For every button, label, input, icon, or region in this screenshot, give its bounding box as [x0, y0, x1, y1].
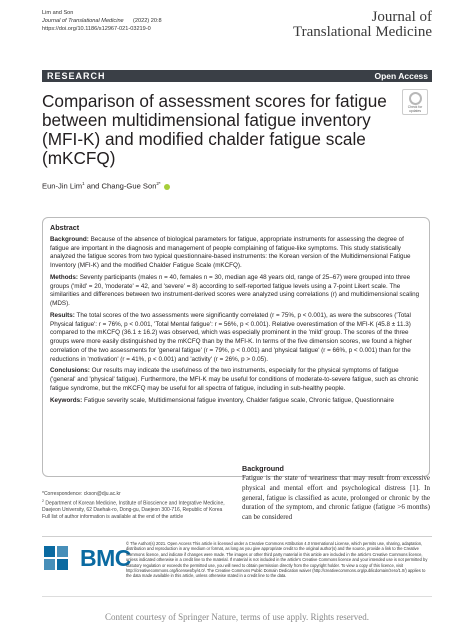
article-type-banner — [42, 70, 432, 82]
full-author-info-note: Full list of author information is available at the end of the article — [42, 513, 184, 520]
affiliation-number: 2 — [42, 498, 44, 503]
authors-short: Lim and Son — [42, 10, 74, 16]
journal-name-line2: Translational Medicine — [292, 23, 432, 40]
conclusions-text: Our results may indicate the usefulness of the two instruments, especially for the physical symptoms of fatigue ('general' and 'physical' fatigue). Furthermore, the MFI-K may be useful for conditions of moderate-to-severe fatigue, such as chronic fatigue syndrome, but the mKCFQ may be useful for all spectra of fatigue, including in sub-healthy people. — [50, 367, 419, 392]
article-title: Comparison of assessment scores for fatigue between multidimensional fatigue inventory (MFI-K) and modified chalder fatigue scale (mKCFQ) — [42, 91, 387, 168]
abstract-keywords — [50, 397, 422, 406]
keywords-text: Fatigue severity scale, Multidimensional fatigue inventory, Chalder fatigue scale, Chronic fatigue, Questionnaire — [83, 396, 394, 404]
logo-square — [57, 559, 68, 570]
author-and: and — [86, 181, 100, 191]
conclusions-label: Conclusions: — [50, 367, 90, 375]
check-updates-label: Check for updates — [407, 105, 423, 113]
background-heading: Background — [242, 464, 284, 473]
author-2-affiliation: 2* — [156, 181, 161, 186]
keywords-label: Keywords: — [50, 396, 83, 404]
background-body: Fatigue is the state of weariness that may result from excessive physical and mental effort and psychological distress [1]. In general, fatigue is classified as acute, prolonged or chronic by the duration of the symptom, and chronic fatigue (fatigue >6 months) can be considered — [242, 474, 430, 522]
check-updates-icon — [409, 92, 422, 105]
courtesy-notice: Content courtesy of Springer Nature, terms of use apply. Rights reserved. — [104, 612, 370, 622]
logo-square — [44, 559, 55, 570]
abstract-conclusions — [50, 367, 422, 393]
author-list — [42, 181, 170, 191]
results-label: Results: — [50, 311, 75, 319]
abstract-methods — [50, 274, 422, 309]
abstract-results — [50, 312, 422, 365]
results-text: The total scores of the two assessments were significantly correlated (r = 75%, p < 0.001), as were the subscores ('Total Physical fatigue': r = 76%, p < 0.001, 'Total Mental fatigue': r = 56%, p < 0.001). Relative overestimation of the MFI-K (45.8 ± 11.3) compared to the mKCFQ (36.1 ± 16.2) was observed, which was especially prominent in the 'mild' group. The scores of the three groups were more easily distinguished by the mKCFQ than by the MFI-K. In terms of the five dimension scores, we found a higher correlation of the two assessments for 'general fatigue' (r = 79%, p < 0.001) and 'physical fatigue' (r = 66%, p < 0.001) than for the reductions in 'motivation' (r = 41%, p < 0.001) and 'activity' (r = 26%, p > 0.05). — [50, 311, 412, 363]
journal-logo — [293, 10, 432, 39]
license-text: © The Author(s) 2021. Open Access This article is licensed under a Creative Commons Attribution 4.0 International License, which permits use, sharing, adaptation, distribution and reproduction in any medium or format, as long as you give appropriate credit to the original author(s) and the source, provide a link to the Creative Commons licence, and indicate if changes were made. The images or other third party material in this article are included in the article's Creative Commons licence, unless indicated otherwise in a credit line to the material. If material is not included in the article's Creative Commons licence and your intended use is not permitted by statutory regulation or exceeds the permitted use, you will need to obtain permission directly from the copyright holder. To view a copy of this licence, visit http://creativecommons.org/licenses/by/4.0/. The Creative Commons Public Domain Dedication waiver (http://creativecommons.org/publicdomain/zero/1.0/) applies to the data made available in this article, unless otherwise stated in a credit line to the data. — [126, 541, 428, 579]
correspondence-footnote — [42, 491, 230, 520]
methods-text: Seventy participants (males n = 40, females n = 30, median age 48 years old, range of 25–67) were grouped into three groups ('mild' = 20, 'moderate' = 42, and 'severe' = 8) according to self-reported fatigue levels using a 7-point Likert scale. The similarities and differences between two instrument-derived scores were analyzed using correlations (r) and multidimensional scaling (MDS). — [50, 273, 420, 307]
bmc-logo-text: BMC — [80, 545, 131, 571]
journal-name-line1: Journal of — [371, 9, 432, 25]
footer-divider — [42, 536, 432, 537]
abstract-heading: Abstract — [50, 223, 80, 232]
correspondence-email[interactable]: *Correspondence: ckson@dju.ac.kr — [42, 491, 121, 497]
abstract-box — [42, 217, 430, 477]
year-info: (2022) 20:8 — [133, 18, 162, 25]
orcid-icon[interactable] — [164, 184, 170, 190]
abstract-background — [50, 236, 422, 271]
check-updates-button[interactable] — [402, 89, 428, 115]
author-2[interactable]: Chang-Gue Son — [101, 181, 157, 191]
author-1[interactable]: Eun-Jin Lim — [42, 181, 83, 191]
background-label: Background: — [50, 235, 89, 243]
bmc-logo — [42, 541, 131, 579]
courtesy-divider — [42, 596, 432, 597]
doi-link[interactable]: https://doi.org/10.1186/s12967-021-03219-0 — [42, 26, 151, 33]
logo-square — [57, 546, 68, 557]
journal-short: Journal of Translational Medicine — [42, 18, 124, 25]
author-1-affiliation: 1 — [82, 181, 85, 186]
background-text: Because of the absence of biological parameters for fatigue, appropriate instruments for assessing the degree of fatigue are important in the diagnosis and management of people complaining of fatigue-like symptoms. This study statistically analyzed the fatigue scores from two typical questionnaire-based instruments: the Korean version of the Multidimensional Fatigue Inventory (MFI-K) and the modified Chalder Fatigue Scale (mKCFQ). — [50, 235, 411, 269]
logo-square — [44, 546, 55, 557]
article-category: RESEARCH — [47, 71, 106, 81]
open-access-label: Open Access — [374, 71, 428, 81]
methods-label: Methods: — [50, 273, 78, 281]
affiliation-text: Department of Korean Medicine, Institute of Bioscience and Integrative Medicine, Daejeon University, 62 Daehak-ro, Dong-gu, Daejeon 300-716, Republic of Korea — [42, 500, 225, 514]
running-header — [42, 9, 162, 33]
